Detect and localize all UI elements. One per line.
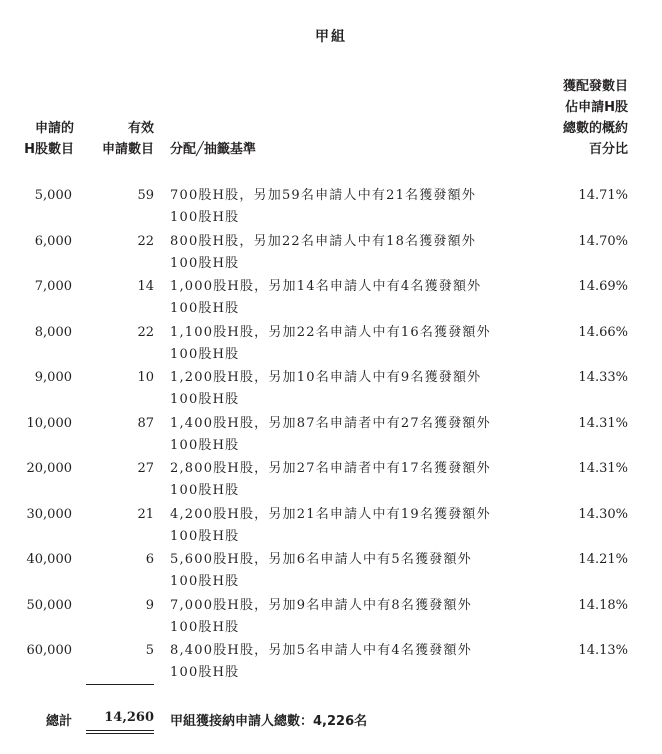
valid-applications-cell: 87	[137, 415, 154, 431]
percentage-cell: 14.18%	[578, 597, 628, 613]
applied-shares-cell: 60,000	[26, 643, 72, 658]
header-approx-percentage	[480, 76, 628, 160]
valid-applications-cell: 10	[137, 370, 154, 385]
basis-line: 100股H股	[170, 346, 240, 362]
basis-line: 1,100股H股，另加22名申請人中有16名獲發額外	[170, 324, 491, 340]
basis-line: 7,000股H股，另加9名申請人中有8名獲發額外	[170, 597, 472, 613]
header-pct-line: 獲配發數目	[562, 79, 628, 94]
header-applied-line: H股數目	[24, 142, 74, 157]
applied-shares-cell: 40,000	[26, 552, 72, 567]
basis-cell	[170, 549, 490, 593]
total-double-rule	[86, 730, 154, 731]
basis-line: 100股H股	[170, 255, 240, 271]
basis-cell	[170, 185, 490, 229]
allocation-table	[0, 183, 662, 684]
valid-applications-cell: 21	[137, 506, 154, 522]
table-row	[0, 365, 662, 411]
header-allocation-basis: 分配╱抽籤基準	[170, 142, 256, 157]
percentage-cell: 14.31%	[578, 461, 628, 476]
applied-shares-cell: 30,000	[26, 506, 72, 522]
basis-cell	[170, 413, 490, 457]
table-row	[0, 229, 662, 275]
basis-line: 100股H股	[170, 392, 240, 407]
applied-shares-cell: 8,000	[34, 324, 72, 340]
basis-cell	[170, 595, 490, 639]
basis-line: 100股H股	[170, 437, 240, 453]
header-pct-line: 佔申請H股	[565, 100, 628, 115]
header-applied-line: 申請的	[34, 121, 74, 136]
percentage-cell: 14.66%	[578, 324, 628, 340]
basis-line: 5,600股H股，另加6名申請人中有5名獲發額外	[170, 552, 472, 567]
valid-applications-cell: 5	[145, 643, 154, 658]
applied-shares-cell: 50,000	[26, 597, 72, 613]
percentage-cell: 14.33%	[578, 370, 628, 385]
total-label: 總計	[45, 714, 72, 729]
subtotal-rule	[86, 684, 154, 685]
basis-line: 100股H股	[170, 528, 240, 544]
basis-cell	[170, 640, 490, 684]
basis-line: 700股H股，另加59名申請人中有21名獲發額外	[170, 188, 477, 203]
basis-cell	[170, 367, 490, 411]
table-row	[0, 320, 662, 366]
page-title: 甲組	[315, 29, 347, 45]
applied-shares-cell: 5,000	[34, 188, 72, 203]
percentage-cell: 14.70%	[578, 233, 628, 249]
valid-applications-cell: 59	[137, 188, 154, 203]
basis-line: 4,200股H股，另加21名申請人中有19名獲發額外	[170, 506, 491, 522]
basis-line: 100股H股	[170, 210, 240, 225]
header-applied-shares	[10, 118, 74, 160]
basis-line: 1,400股H股，另加87名申請者中有27名獲發額外	[170, 415, 491, 431]
basis-cell	[170, 276, 490, 320]
basis-line: 1,000股H股，另加14名申請人中有4名獲發額外	[170, 279, 482, 294]
header-valid-applications	[86, 118, 154, 160]
percentage-cell: 14.30%	[578, 506, 628, 522]
percentage-cell: 14.21%	[578, 552, 628, 567]
valid-applications-cell: 22	[137, 324, 154, 340]
valid-applications-cell: 27	[137, 461, 154, 476]
header-valid-line: 有效	[127, 121, 154, 136]
total-value: 14,260	[104, 710, 154, 725]
table-row	[0, 502, 662, 548]
basis-cell	[170, 231, 490, 275]
basis-cell	[170, 322, 490, 366]
valid-applications-cell: 14	[137, 279, 154, 294]
basis-line: 8,400股H股，另加5名申請人中有4名獲發額外	[170, 643, 472, 658]
applied-shares-cell: 10,000	[26, 415, 72, 431]
header-valid-line: 申請數目	[101, 142, 154, 157]
header-pct-line: 百分比	[588, 142, 628, 157]
table-row	[0, 638, 662, 684]
valid-applications-cell: 22	[137, 233, 154, 249]
basis-line: 2,800股H股，另加27名申請者中有17名獲發額外	[170, 461, 491, 476]
total-description: 甲組獲接納申請人總數：4,226名	[170, 714, 368, 729]
percentage-cell: 14.69%	[578, 279, 628, 294]
basis-line: 1,200股H股，另加10名申請人中有9名獲發額外	[170, 370, 482, 385]
header-pct-line: 總數的概約	[562, 121, 628, 136]
basis-line: 100股H股	[170, 301, 240, 316]
total-double-rule	[86, 733, 154, 734]
basis-line: 100股H股	[170, 483, 240, 498]
percentage-cell: 14.13%	[578, 643, 628, 658]
table-row	[0, 411, 662, 457]
basis-line: 100股H股	[170, 619, 240, 635]
table-row	[0, 274, 662, 320]
basis-line: 800股H股，另加22名申請人中有18名獲發額外	[170, 233, 477, 249]
table-row	[0, 547, 662, 593]
valid-applications-cell: 6	[145, 552, 154, 567]
table-row	[0, 593, 662, 639]
basis-cell	[170, 504, 490, 548]
basis-line: 100股H股	[170, 665, 240, 680]
applied-shares-cell: 20,000	[26, 461, 72, 476]
percentage-cell: 14.71%	[578, 188, 628, 203]
percentage-cell: 14.31%	[578, 415, 628, 431]
applied-shares-cell: 7,000	[34, 279, 72, 294]
table-row	[0, 456, 662, 502]
basis-line: 100股H股	[170, 574, 240, 589]
applied-shares-cell: 9,000	[34, 370, 72, 385]
applied-shares-cell: 6,000	[34, 233, 72, 249]
valid-applications-cell: 9	[145, 597, 154, 613]
table-row	[0, 183, 662, 229]
basis-cell	[170, 458, 490, 502]
